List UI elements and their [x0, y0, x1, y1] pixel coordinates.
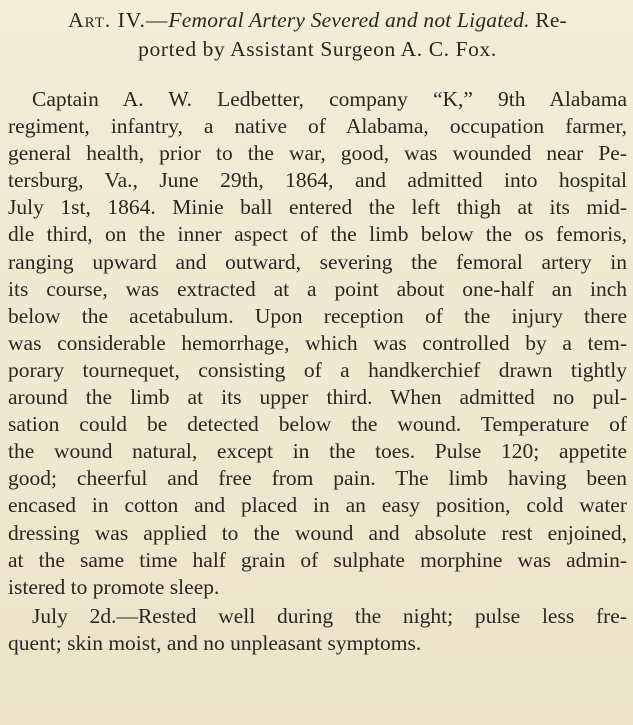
article-heading	[8, 6, 627, 64]
text-line: istered to promote sleep.	[8, 574, 220, 599]
case-paragraph	[8, 603, 627, 657]
text-line: its course, was extracted at a point about one-half an inch	[8, 276, 627, 301]
text-line: Captain A. W. Ledbetter, company “K,” 9th Alabama	[32, 87, 627, 111]
text-line: the wound natural, except in the toes. Pulse 120; appetite	[8, 439, 627, 464]
text-line: sation could be detected below the wound. Temperature of	[8, 412, 627, 437]
text-line: dle third, on the inner aspect of the limb below the os femoris,	[8, 222, 627, 247]
text-line: around the limb at its upper third. When admitted no pul-	[8, 385, 627, 410]
text-line: July 1st, 1864. Minie ball entered the left thigh at its mid-	[8, 195, 627, 220]
text-line: July 2d.—Rested well during the night; pulse less fre-	[32, 603, 627, 628]
text-line: good; cheerful and free from pain. The limb having been	[8, 466, 627, 491]
reported-by-start: Re-	[529, 8, 567, 32]
text-line: at the same time half grain of sulphate morphine was admin-	[8, 547, 627, 572]
text-line: porary tournequet, consisting of a handkerchief drawn tightly	[8, 357, 627, 382]
article-number: Art. IV.—	[68, 8, 169, 32]
text-line: was considerable hemorrhage, which was controlled by a tem-	[8, 330, 627, 355]
case-paragraph	[8, 86, 627, 601]
article-title: Femoral Artery Severed and not Ligated.	[168, 8, 530, 32]
text-line: dressing was applied to the wound and absolute rest enjoined,	[8, 520, 627, 545]
text-line: general health, prior to the war, good, was wounded near Pe-	[8, 141, 627, 166]
text-line: ranging upward and outward, severing the femoral artery in	[8, 249, 627, 274]
heading-line-1	[8, 6, 627, 35]
text-line: below the acetabulum. Upon reception of the injury there	[8, 303, 627, 328]
text-line: encased in cotton and placed in an easy position, cold water	[8, 493, 627, 518]
text-line: tersburg, Va., June 29th, 1864, and admitted into hospital	[8, 168, 627, 193]
reported-by-line: ported by Assistant Surgeon A. C. Fox.	[138, 37, 497, 61]
text-line: quent; skin moist, and no unpleasant symptoms.	[8, 630, 422, 655]
text-line: regiment, infantry, a native of Alabama, occupation farmer,	[8, 114, 627, 139]
